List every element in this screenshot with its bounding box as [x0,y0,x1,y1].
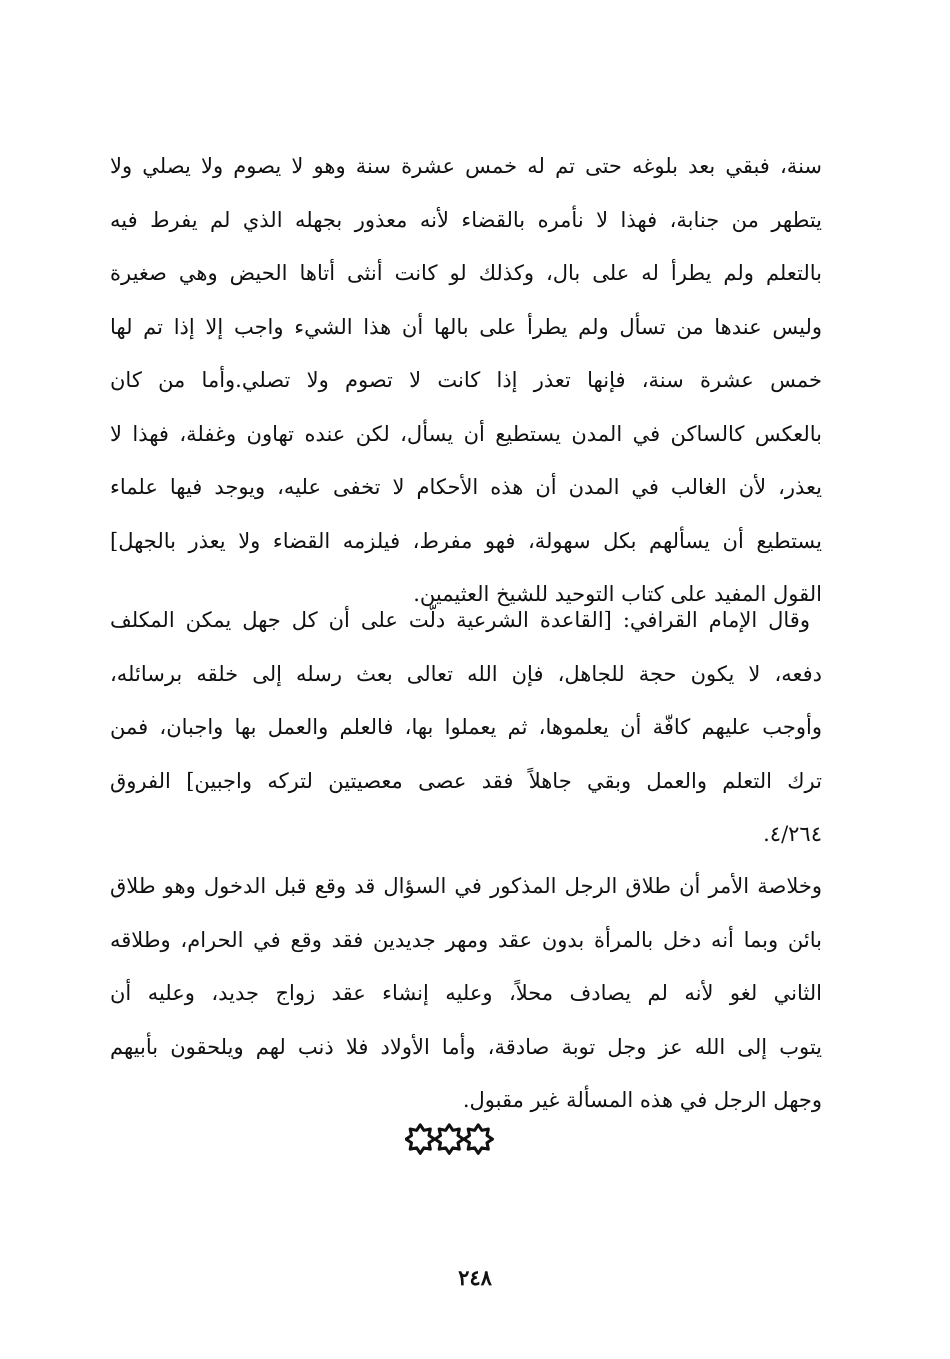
section-divider-ornament [405,1123,495,1157]
text-line: خمس عشرة سنة، فإنها تعذر إذا كانت لا تصوم ولا تصلي.وأما من كان [110,368,822,392]
text-line: يتطهر من جنابة، فهذا لا نأمره بالقضاء لأنه معذور بجهله الذي لم يفرط فيه [110,207,822,232]
text-line: وقال الإمام القرافي: [القاعدة الشرعية دلّت على أن كل جهل يمكن المكلف [110,608,810,632]
text-line: ترك التعلم والعمل وبقي جاهلاً فقد عصى معصيتين لتركه واجبين] الفروق [110,768,822,793]
text-line: بالعكس كالساكن في المدن يستطيع أن يسأل، لكن عنده تهاون وغفلة، فهذا لا [110,421,822,446]
text-line: ٤/٢٦٤. [763,822,822,846]
text-line: سنة، فبقي بعد بلوغه حتى تم له خمس عشرة سنة وهو لا يصوم ولا يصلي ولا [110,154,822,178]
text-line: دفعه، لا يكون حجة للجاهل، فإن الله تعالى بعث رسله إلى خلقه برسائله، [110,661,822,686]
text-line: بائن وبما أنه دخل بالمرأة بدون عقد ومهر جديدين فقد وقع في الحرام، وطلاقه [110,927,822,952]
paragraph-1 [110,140,822,622]
text-line: وخلاصة الأمر أن طلاق الرجل المذكور في السؤال قد وقع قبل الدخول وهو طلاق [110,874,822,898]
text-line: يعذر، لأن الغالب في المدن أن هذه الأحكام لا تخفى عليه، ويوجد فيها علماء [110,475,822,499]
page-number: ٢٤٨ [458,1265,492,1290]
text-line: بالتعلم ولم يطرأ له على بال، وكذلك لو كانت أنثى أتاها الحيض وهي صغيرة [110,261,822,285]
paragraph-2 [110,594,822,862]
three-star-ornament-icon [405,1123,495,1157]
text-line: القول المفيد على كتاب التوحيد للشيخ العثيمين. [413,582,822,606]
text-line: الثاني لغو لأنه لم يصادف محلاً، وعليه إنشاء عقد زواج جديد، وعليه أن [110,981,822,1005]
text-line: وأوجب عليهم كافّة أن يعلموها، ثم يعملوا بها، فالعلم والعمل بها واجبان، فمن [110,715,822,739]
paragraph-3 [110,860,822,1128]
text-line: وجهل الرجل في هذه المسألة غير مقبول. [462,1088,822,1112]
text-line: يتوب إلى الله عز وجل توبة صادقة، وأما الأولاد فلا ذنب لهم ويلحقون بأبيهم [110,1034,822,1059]
text-line: يستطيع أن يسألهم بكل سهولة، فهو مفرط، فيلزمه القضاء ولا يعذر بالجهل] [110,528,822,553]
text-line: وليس عندها من تسأل ولم يطرأ على بالها أن هذا الشيء واجب إلا إذا تم لها [110,314,822,339]
